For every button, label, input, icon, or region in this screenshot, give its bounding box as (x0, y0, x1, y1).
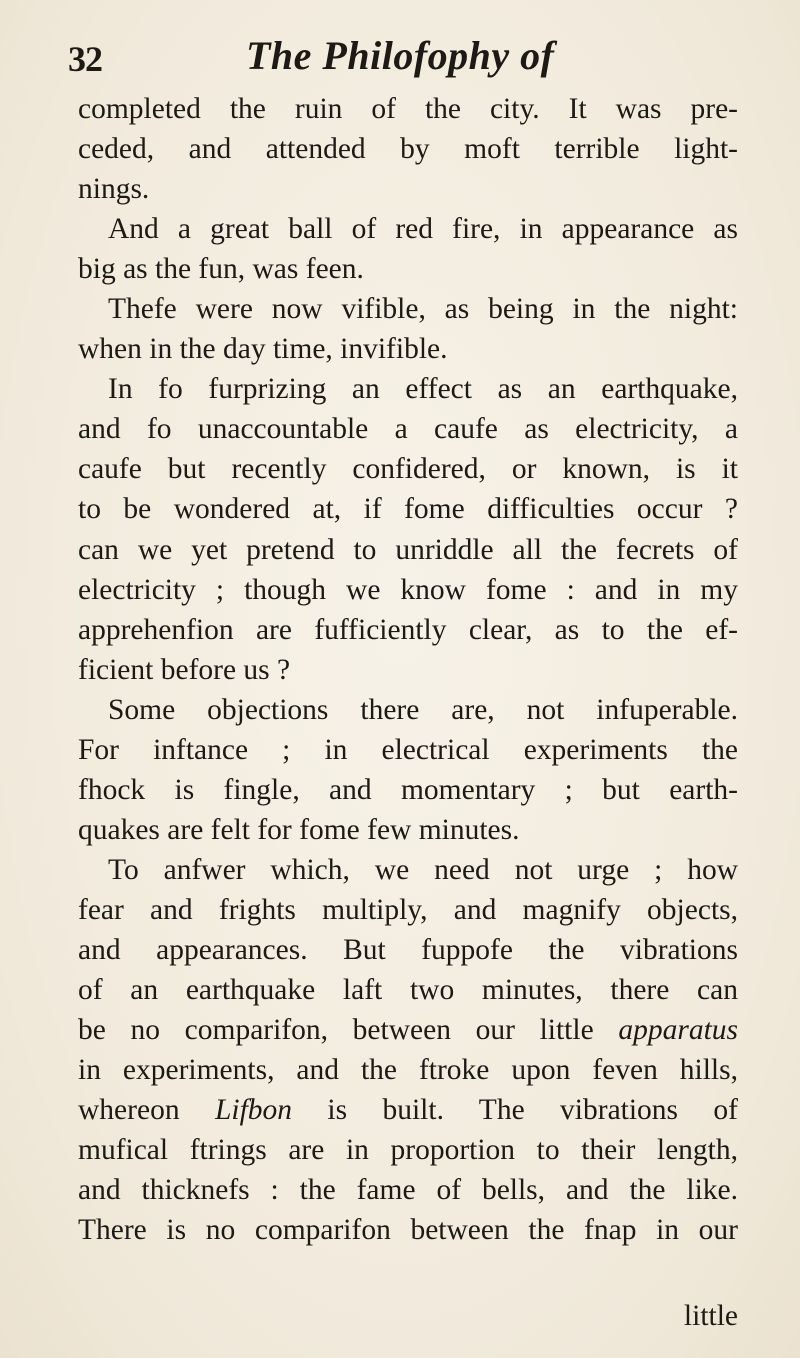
page-number: 32 (68, 39, 102, 79)
page-header (0, 32, 800, 92)
text-line-8: In fo furprizing an effect as an earthquake, (108, 373, 738, 406)
catchword: little (683, 1300, 738, 1332)
text-line-5: big as the fun, was feen. (78, 253, 364, 286)
text-line-1: completed the ruin of the city. It was pre- (78, 93, 738, 125)
text-line-13: electricity ; though we know fome : and in my (78, 573, 738, 606)
text-line-9: and fo unaccountable a caufe as electricity, a (78, 413, 738, 446)
text-line-16: Some objections there are, not infuperable. (108, 693, 738, 726)
italic-word-apparatus: apparatus (618, 1014, 739, 1047)
text-line-21: fear and frights multiply, and magnify objects, (78, 893, 738, 926)
text-segment: be no comparifon, between our little (78, 1014, 594, 1047)
text-line-28: and thicknefs : the fame of bells, and the like. (78, 1174, 738, 1207)
text-line-12: can we yet pretend to unriddle all the fecrets of (78, 533, 738, 566)
text-line-29: There is no comparifon between the fnap in our (78, 1214, 738, 1247)
text-line-15: ficient before us ? (78, 653, 291, 686)
text-line-3: nings. (78, 173, 150, 206)
text-line-25: in experiments, and the ftroke upon feven hills, (78, 1054, 738, 1087)
text-segment: is built. The vibrations of (327, 1094, 739, 1127)
text-line-6: Thefe were now vifible, as being in the night: (108, 293, 738, 326)
text-line-19: quakes are felt for fome few minutes. (78, 813, 520, 846)
text-line-11: to be wondered at, if fome difficulties occur ? (78, 493, 738, 526)
text-line-27: mufical ftrings are in proportion to their length, (78, 1134, 738, 1167)
text-line-7: when in the day time, invifible. (78, 333, 448, 366)
text-line-17: For inftance ; in electrical experiments the (78, 733, 738, 766)
text-line-23: of an earthquake laft two minutes, there can (78, 974, 738, 1007)
running-title: The Philofophy of (246, 33, 555, 78)
italic-word-lifbon: Lifbon (214, 1094, 293, 1127)
text-line-14: apprehenfion are fufficiently clear, as to the ef- (78, 613, 738, 646)
text-line-18: fhock is fingle, and momentary ; but earth- (78, 773, 738, 806)
text-line-10: caufe but recently confidered, or known, is it (78, 453, 738, 486)
text-line-24 (78, 1010, 738, 1050)
text-line-2: ceded, and attended by moft terrible light- (78, 133, 738, 166)
text-segment: whereon (78, 1094, 180, 1127)
text-line-26 (78, 1090, 738, 1130)
text-line-22: and appearances. But fuppofe the vibrations (78, 933, 738, 966)
text-line-4: And a great ball of red fire, in appearance as (108, 213, 738, 246)
text-line-20: To anfwer which, we need not urge ; how (108, 853, 738, 886)
body-text (78, 89, 738, 1250)
